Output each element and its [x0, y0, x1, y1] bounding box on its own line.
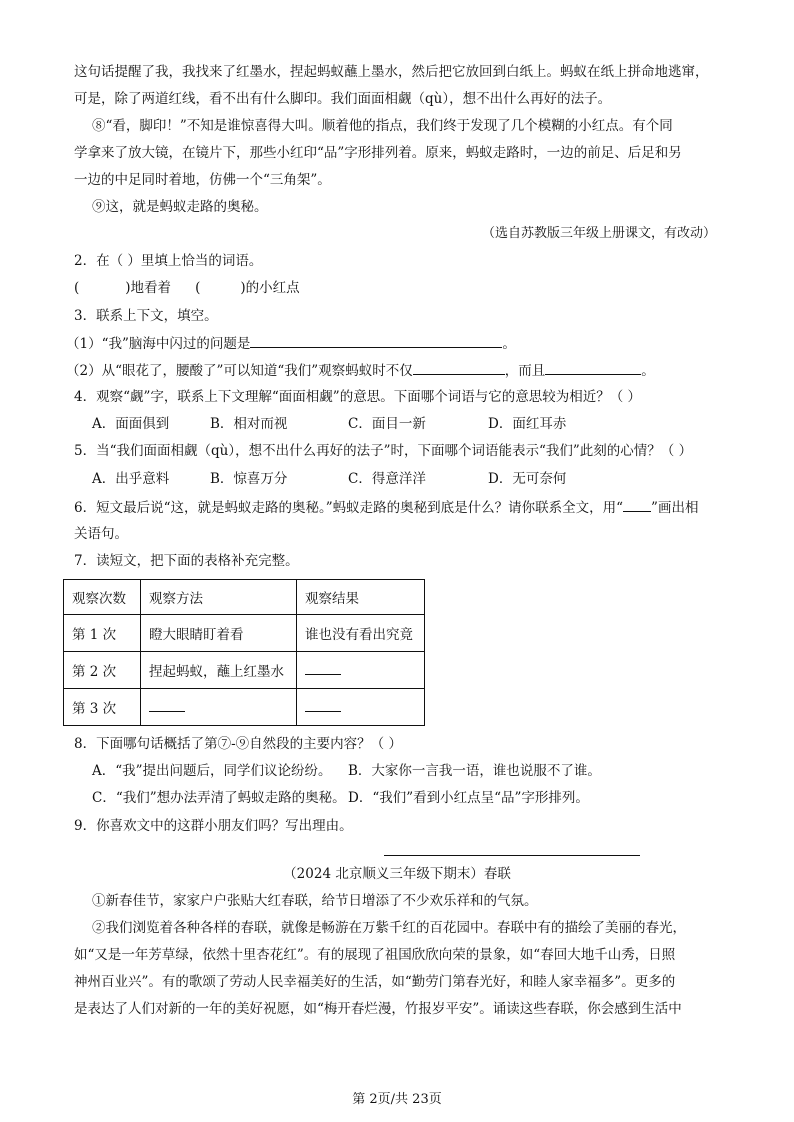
- paren-open: (: [74, 280, 80, 296]
- q2-item-a: )地看着: [125, 280, 172, 296]
- question-6: [74, 497, 698, 518]
- paragraph-8-line: 一边的中足同时着地，仿佛一个“三角架”。: [74, 172, 331, 188]
- answer-blank[interactable]: [250, 333, 502, 348]
- passage-line: 这句话提醒了我，我找来了红墨水，捏起蚂蚁蘸上墨水，然后把它放回到白纸上。蚂蚁在纸上拼命地逃窜，: [74, 64, 709, 80]
- q6-text-b: ”画出相: [651, 500, 699, 516]
- table-cell: 第 2 次: [64, 652, 141, 689]
- q4-option-b[interactable]: B．相对而视: [210, 416, 288, 432]
- q3-2-text-b: ，而且: [504, 363, 546, 379]
- q8-option-d[interactable]: D．“我们”看到小红点呈“品”字形排列。: [348, 790, 589, 806]
- table-header: 观察结果: [297, 580, 425, 615]
- question-5: 5．当“我们面面相觑（qù），想不出什么再好的法子”时，下面哪个词语能表示“我们”此刻的心情？（ ）: [74, 443, 693, 459]
- passage-paragraph-2: 是表达了人们对新的一年的美好祝愿，如“梅开春烂漫，竹报岁平安”。诵读这些春联，你会感到生活中: [74, 1001, 682, 1017]
- passage-paragraph-2: ②我们浏览着各种各样的春联，就像是畅游在万紫千红的百花园中。春联中有的描绘了美丽的春光，: [92, 920, 686, 936]
- observation-table: [63, 579, 425, 726]
- source-note: （选自苏教版三年级上册课文，有改动）: [481, 226, 716, 241]
- q3-2-text: （2）从“眼花了，腰酸了”可以知道“我们”观察蚂蚁时不仅: [66, 363, 413, 379]
- table-header: 观察方法: [141, 580, 297, 615]
- question-3-2: [66, 360, 655, 381]
- page-number: 第 2页/共 23页: [352, 1092, 442, 1107]
- q5-option-a[interactable]: A．出乎意料: [92, 471, 170, 487]
- paragraph-8-line: ⑧“看，脚印！”不知是谁惊喜得大叫。顺着他的指点，我们终于发现了几个模糊的小红点。有个同: [92, 118, 673, 134]
- table-row: [64, 615, 425, 652]
- q5-option-c[interactable]: C．得意洋洋: [348, 471, 426, 487]
- passage-paragraph-1: ①新春佳节，家家户户张贴大红春联，给节日增添了不少欢乐祥和的气氛。: [92, 893, 538, 909]
- passage-paragraph-2: 如“又是一年芳草绿，依然十里杏花红”。有的展现了祖国欣欣向荣的景象，如“春回大地千山秀，日照: [74, 947, 676, 963]
- paren-open: (: [195, 280, 201, 296]
- answer-blank[interactable]: [149, 699, 185, 712]
- table-cell: 捏起蚂蚁，蘸上红墨水: [141, 652, 297, 689]
- passage-line: 可是，除了两道红线，看不出有什么脚印。我们面面相觑（qù），想不出什么再好的法子。: [74, 91, 612, 107]
- period: 。: [502, 336, 516, 352]
- q6-text: 6．短文最后说“这，就是蚂蚁走路的奥秘。”蚂蚁走路的奥秘到底是什么？请你联系全文，用“: [74, 500, 624, 516]
- answer-blank[interactable]: [413, 360, 505, 375]
- table-cell-blank[interactable]: [297, 689, 425, 726]
- table-cell-blank[interactable]: [297, 652, 425, 689]
- table-cell: 第 3 次: [64, 689, 141, 726]
- table-header: 观察次数: [64, 580, 141, 615]
- q8-option-a[interactable]: A．“我”提出问题后，同学们议论纷纷。: [92, 763, 332, 779]
- answer-blank[interactable]: [545, 360, 641, 375]
- table-row: [64, 689, 425, 726]
- question-3: 3．联系上下文，填空。: [74, 308, 218, 324]
- question-9: 9．你喜欢文中的这群小朋友们吗？写出理由。: [74, 818, 353, 834]
- table-cell-blank[interactable]: [141, 689, 297, 726]
- table-header-row: [64, 580, 425, 615]
- q5-option-d[interactable]: D．无可奈何: [488, 471, 567, 487]
- q4-option-c[interactable]: C．面目一新: [348, 416, 426, 432]
- underline-sample: [623, 497, 651, 512]
- question-7: 7．读短文，把下面的表格补充完整。: [74, 553, 299, 569]
- answer-blank[interactable]: [305, 662, 341, 675]
- table-cell: 第 1 次: [64, 615, 141, 652]
- paragraph-9: ⑨这，就是蚂蚁走路的奥秘。: [92, 199, 268, 215]
- question-2-fill: [74, 278, 300, 298]
- question-8: 8．下面哪句话概括了第⑦-⑨自然段的主要内容？（ ）: [74, 736, 402, 752]
- q4-option-d[interactable]: D．面红耳赤: [488, 416, 567, 432]
- paragraph-8-line: 学拿来了放大镜，在镜片下，那些小红印“品”字形排列着。原来，蚂蚁走路时，一边的前足、后足和另: [74, 145, 682, 161]
- passage-title: （2024 北京顺义三年级下期末）春联: [283, 866, 511, 882]
- q3-1-text: （1）“我”脑海中闪过的问题是: [66, 336, 251, 352]
- question-4: 4．观察“觑”字，联系上下文理解“面面相觑”的意思。下面哪个词语与它的意思较为相近？（ ）: [74, 389, 641, 405]
- q5-option-b[interactable]: B．惊喜万分: [210, 471, 288, 487]
- period: 。: [641, 363, 655, 379]
- passage-paragraph-2: 神州百业兴”。有的歌颂了劳动人民幸福美好的生活，如“勤劳门第春光好，和睦人家幸福多”。更多的: [74, 974, 676, 990]
- table-row: [64, 652, 425, 689]
- question-6-cont: 关语句。: [74, 526, 128, 542]
- q4-option-a[interactable]: A．面面俱到: [92, 416, 170, 432]
- question-2: 2．在（ ）里填上恰当的词语。: [74, 253, 263, 269]
- table-cell: 谁也没有看出究竟: [297, 615, 425, 652]
- table-cell: 瞪大眼睛盯着看: [141, 615, 297, 652]
- q2-item-b: )的小红点: [240, 280, 300, 296]
- answer-blank[interactable]: [305, 699, 341, 712]
- answer-line[interactable]: [384, 855, 640, 856]
- question-3-1: [66, 333, 516, 354]
- q8-option-b[interactable]: B．大家你一言我一语，谁也说服不了谁。: [348, 763, 601, 779]
- q8-option-c[interactable]: C．“我们”想办法弄清了蚂蚁走路的奥秘。: [92, 790, 346, 806]
